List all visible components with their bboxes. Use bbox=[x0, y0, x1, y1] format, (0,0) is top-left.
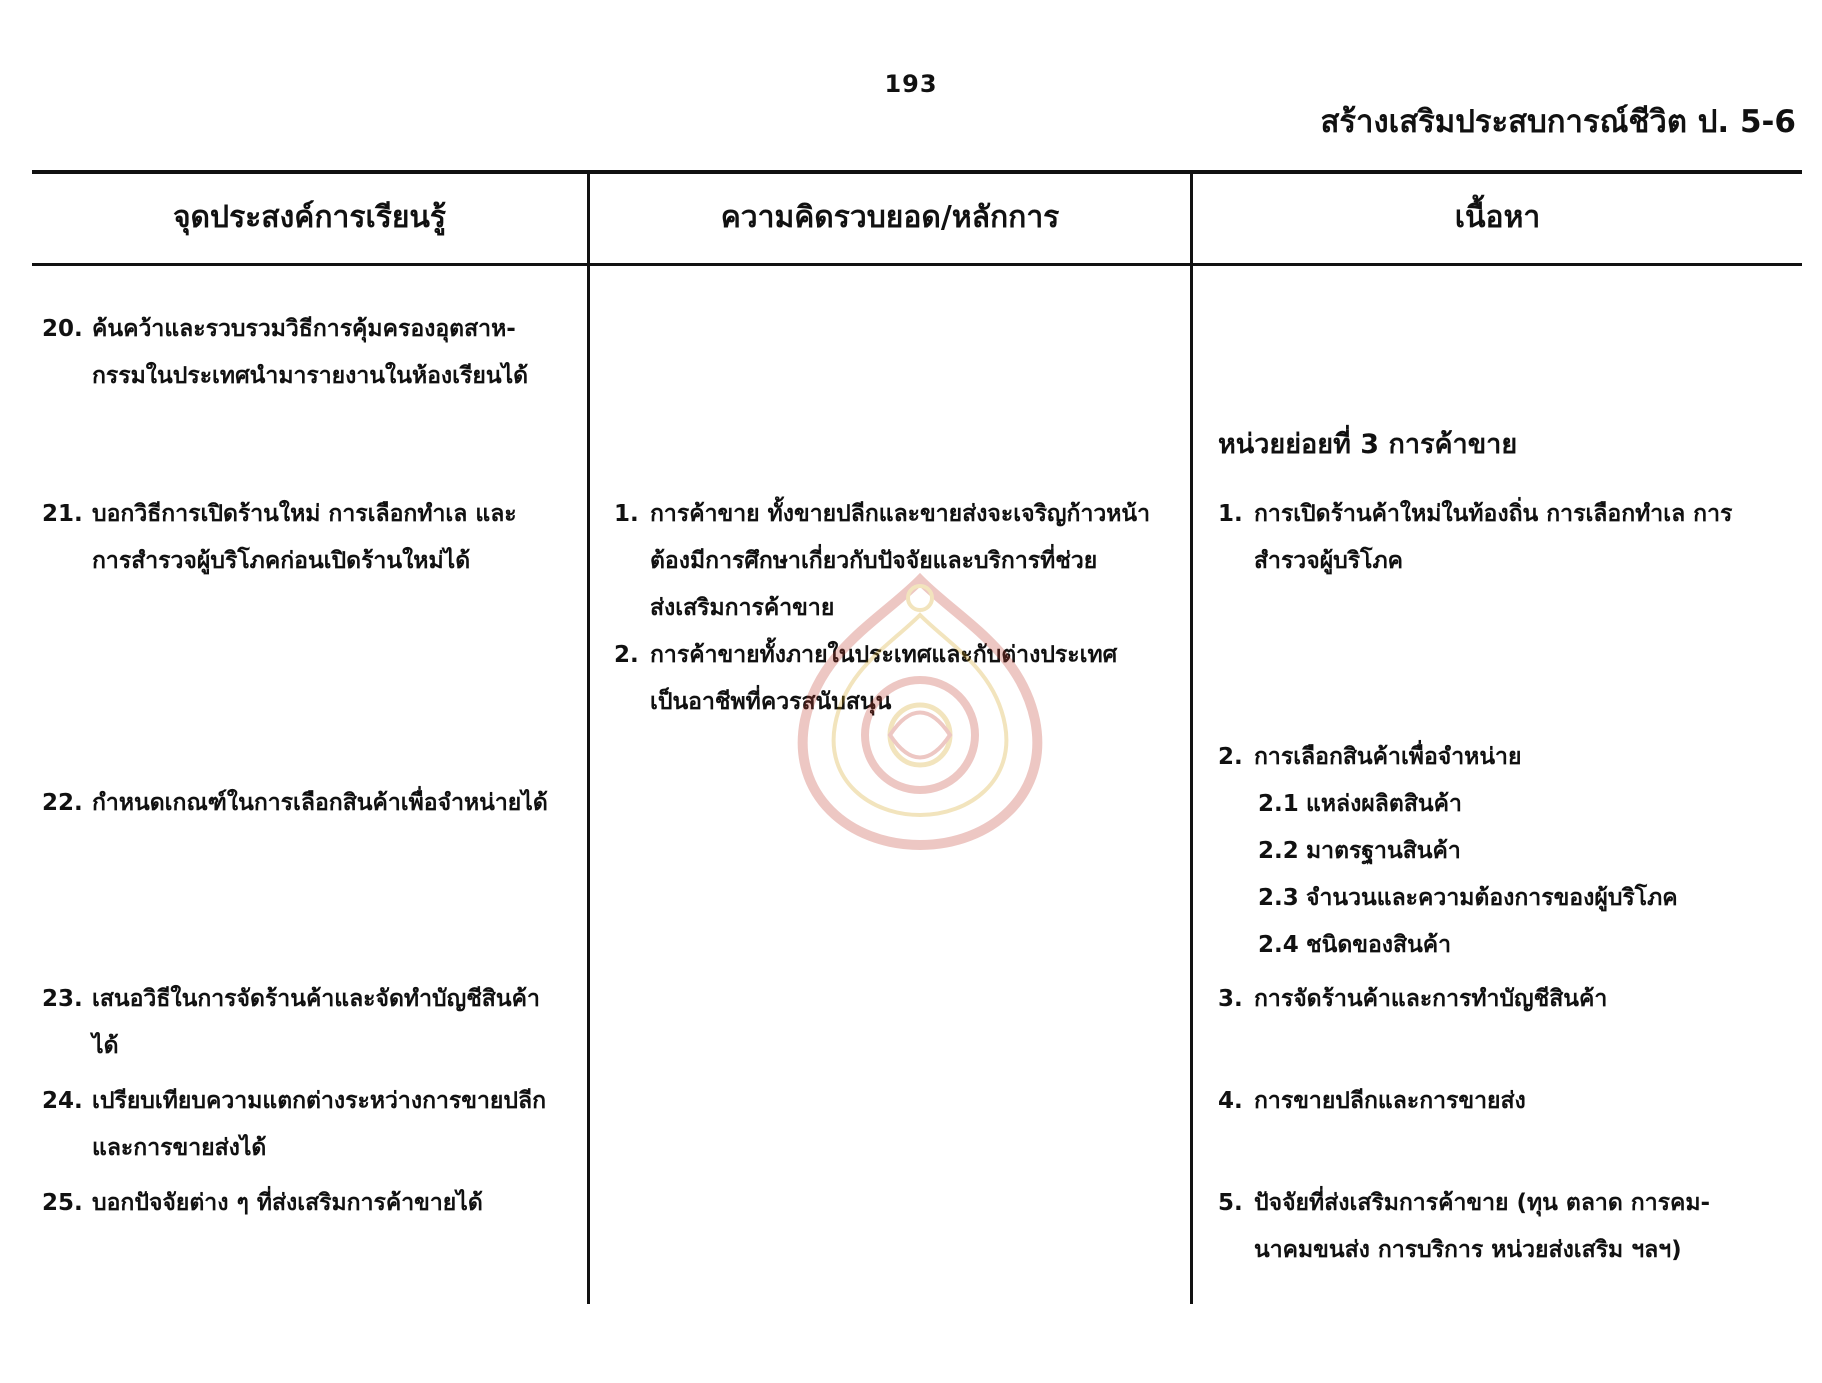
objective-number: 25. bbox=[42, 1190, 83, 1216]
content-line: ปัจจัยที่ส่งเสริมการค้าขาย (ทุน ตลาด การคม- bbox=[1254, 1190, 1711, 1216]
content-number: 2. bbox=[1218, 744, 1243, 770]
content-line: การเปิดร้านค้าใหม่ในท้องถิ่น การเลือกทำเล การ bbox=[1254, 501, 1733, 527]
subitem-number: 2.1 bbox=[1258, 791, 1299, 817]
content-item-4 bbox=[1218, 1078, 1526, 1125]
subitem-number: 2.3 bbox=[1258, 885, 1299, 911]
column-header-content: เนื้อหา bbox=[1454, 200, 1541, 235]
content-line: การขายปลีกและการขายส่ง bbox=[1254, 1088, 1526, 1114]
table-top-rule bbox=[32, 170, 1802, 174]
concept-1 bbox=[614, 491, 1150, 632]
concept-number: 1. bbox=[614, 501, 639, 527]
subitem-text: มาตรฐานสินค้า bbox=[1306, 838, 1461, 864]
objective-line: เปรียบเทียบความแตกต่างระหว่างการขายปลีก bbox=[92, 1088, 546, 1114]
subitem-number: 2.4 bbox=[1258, 932, 1299, 958]
content-line: นาคมขนส่ง การบริการ หน่วยส่งเสริม ฯลฯ) bbox=[1254, 1237, 1682, 1263]
content-subitem bbox=[1218, 828, 1678, 875]
content-subitem bbox=[1218, 781, 1678, 828]
objective-number: 21. bbox=[42, 501, 83, 527]
concept-line: ต้องมีการศึกษาเกี่ยวกับปัจจัยและบริการที่ช่วย bbox=[650, 548, 1098, 574]
content-number: 4. bbox=[1218, 1088, 1243, 1114]
subitem-number: 2.2 bbox=[1258, 838, 1299, 864]
column-divider-1 bbox=[587, 172, 590, 1304]
column-header-objectives: จุดประสงค์การเรียนรู้ bbox=[172, 200, 447, 235]
objective-line: การสำรวจผู้บริโภคก่อนเปิดร้านใหม่ได้ bbox=[92, 548, 471, 574]
content-item-3 bbox=[1218, 976, 1607, 1023]
content-line: สำรวจผู้บริโภค bbox=[1254, 548, 1404, 574]
unit-title: หน่วยย่อยที่ 3 การค้าขาย bbox=[1218, 429, 1518, 460]
concept-number: 2. bbox=[614, 642, 639, 668]
content-subitem bbox=[1218, 922, 1678, 969]
column-divider-2 bbox=[1190, 172, 1193, 1304]
concept-line: ส่งเสริมการค้าขาย bbox=[650, 595, 835, 621]
subitem-text: ชนิดของสินค้า bbox=[1306, 932, 1452, 958]
concept-line: การค้าขาย ทั้งขายปลีกและขายส่งจะเจริญก้าวหน้า bbox=[650, 501, 1151, 527]
objective-number: 20. bbox=[42, 316, 83, 342]
objective-number: 23. bbox=[42, 986, 83, 1012]
table-header-rule bbox=[32, 263, 1802, 266]
objective-line: บอกวิธีการเปิดร้านใหม่ การเลือกทำเล และ bbox=[92, 501, 517, 527]
objective-line: บอกปัจจัยต่าง ๆ ที่ส่งเสริมการค้าขายได้ bbox=[92, 1190, 483, 1216]
objective-24 bbox=[42, 1078, 546, 1172]
content-item-2 bbox=[1218, 734, 1678, 969]
content-line: การเลือกสินค้าเพื่อจำหน่าย bbox=[1254, 744, 1522, 770]
objective-line: กรรมในประเทศนำมารายงานในห้องเรียนได้ bbox=[92, 363, 529, 389]
objective-line: เสนอวิธีในการจัดร้านค้าและจัดทำบัญชีสินค้า bbox=[92, 986, 540, 1012]
objective-20 bbox=[42, 306, 528, 400]
objective-25 bbox=[42, 1180, 483, 1227]
objective-line: กำหนดเกณฑ์ในการเลือกสินค้าเพื่อจำหน่ายได้ bbox=[92, 790, 548, 816]
concept-line: เป็นอาชีพที่ควรสนับสนุน bbox=[650, 689, 892, 715]
column-header-concepts: ความคิดรวบยอด/หลักการ bbox=[720, 200, 1060, 235]
objective-23 bbox=[42, 976, 540, 1070]
subitem-text: จำนวนและความต้องการของผู้บริโภค bbox=[1306, 885, 1678, 911]
objective-number: 24. bbox=[42, 1088, 83, 1114]
concept-2 bbox=[614, 632, 1117, 726]
objective-number: 22. bbox=[42, 790, 83, 816]
objective-22 bbox=[42, 780, 548, 827]
running-header: สร้างเสริมประสบการณ์ชีวิต ป. 5-6 bbox=[1320, 104, 1796, 140]
content-item-1 bbox=[1218, 491, 1732, 585]
content-number: 5. bbox=[1218, 1190, 1243, 1216]
content-subitem bbox=[1218, 875, 1678, 922]
concept-line: การค้าขายทั้งภายในประเทศและกับต่างประเทศ bbox=[650, 642, 1118, 668]
page-number: 193 bbox=[884, 70, 938, 98]
objective-21 bbox=[42, 491, 517, 585]
content-number: 1. bbox=[1218, 501, 1243, 527]
objective-line: และการขายส่งได้ bbox=[92, 1135, 267, 1161]
subitem-text: แหล่งผลิตสินค้า bbox=[1306, 791, 1462, 817]
content-number: 3. bbox=[1218, 986, 1243, 1012]
content-line: การจัดร้านค้าและการทำบัญชีสินค้า bbox=[1254, 986, 1608, 1012]
objective-line: ได้ bbox=[92, 1033, 119, 1059]
objective-line: ค้นคว้าและรวบรวมวิธีการคุ้มครองอุตสาห- bbox=[92, 316, 516, 342]
content-item-5 bbox=[1218, 1180, 1710, 1274]
